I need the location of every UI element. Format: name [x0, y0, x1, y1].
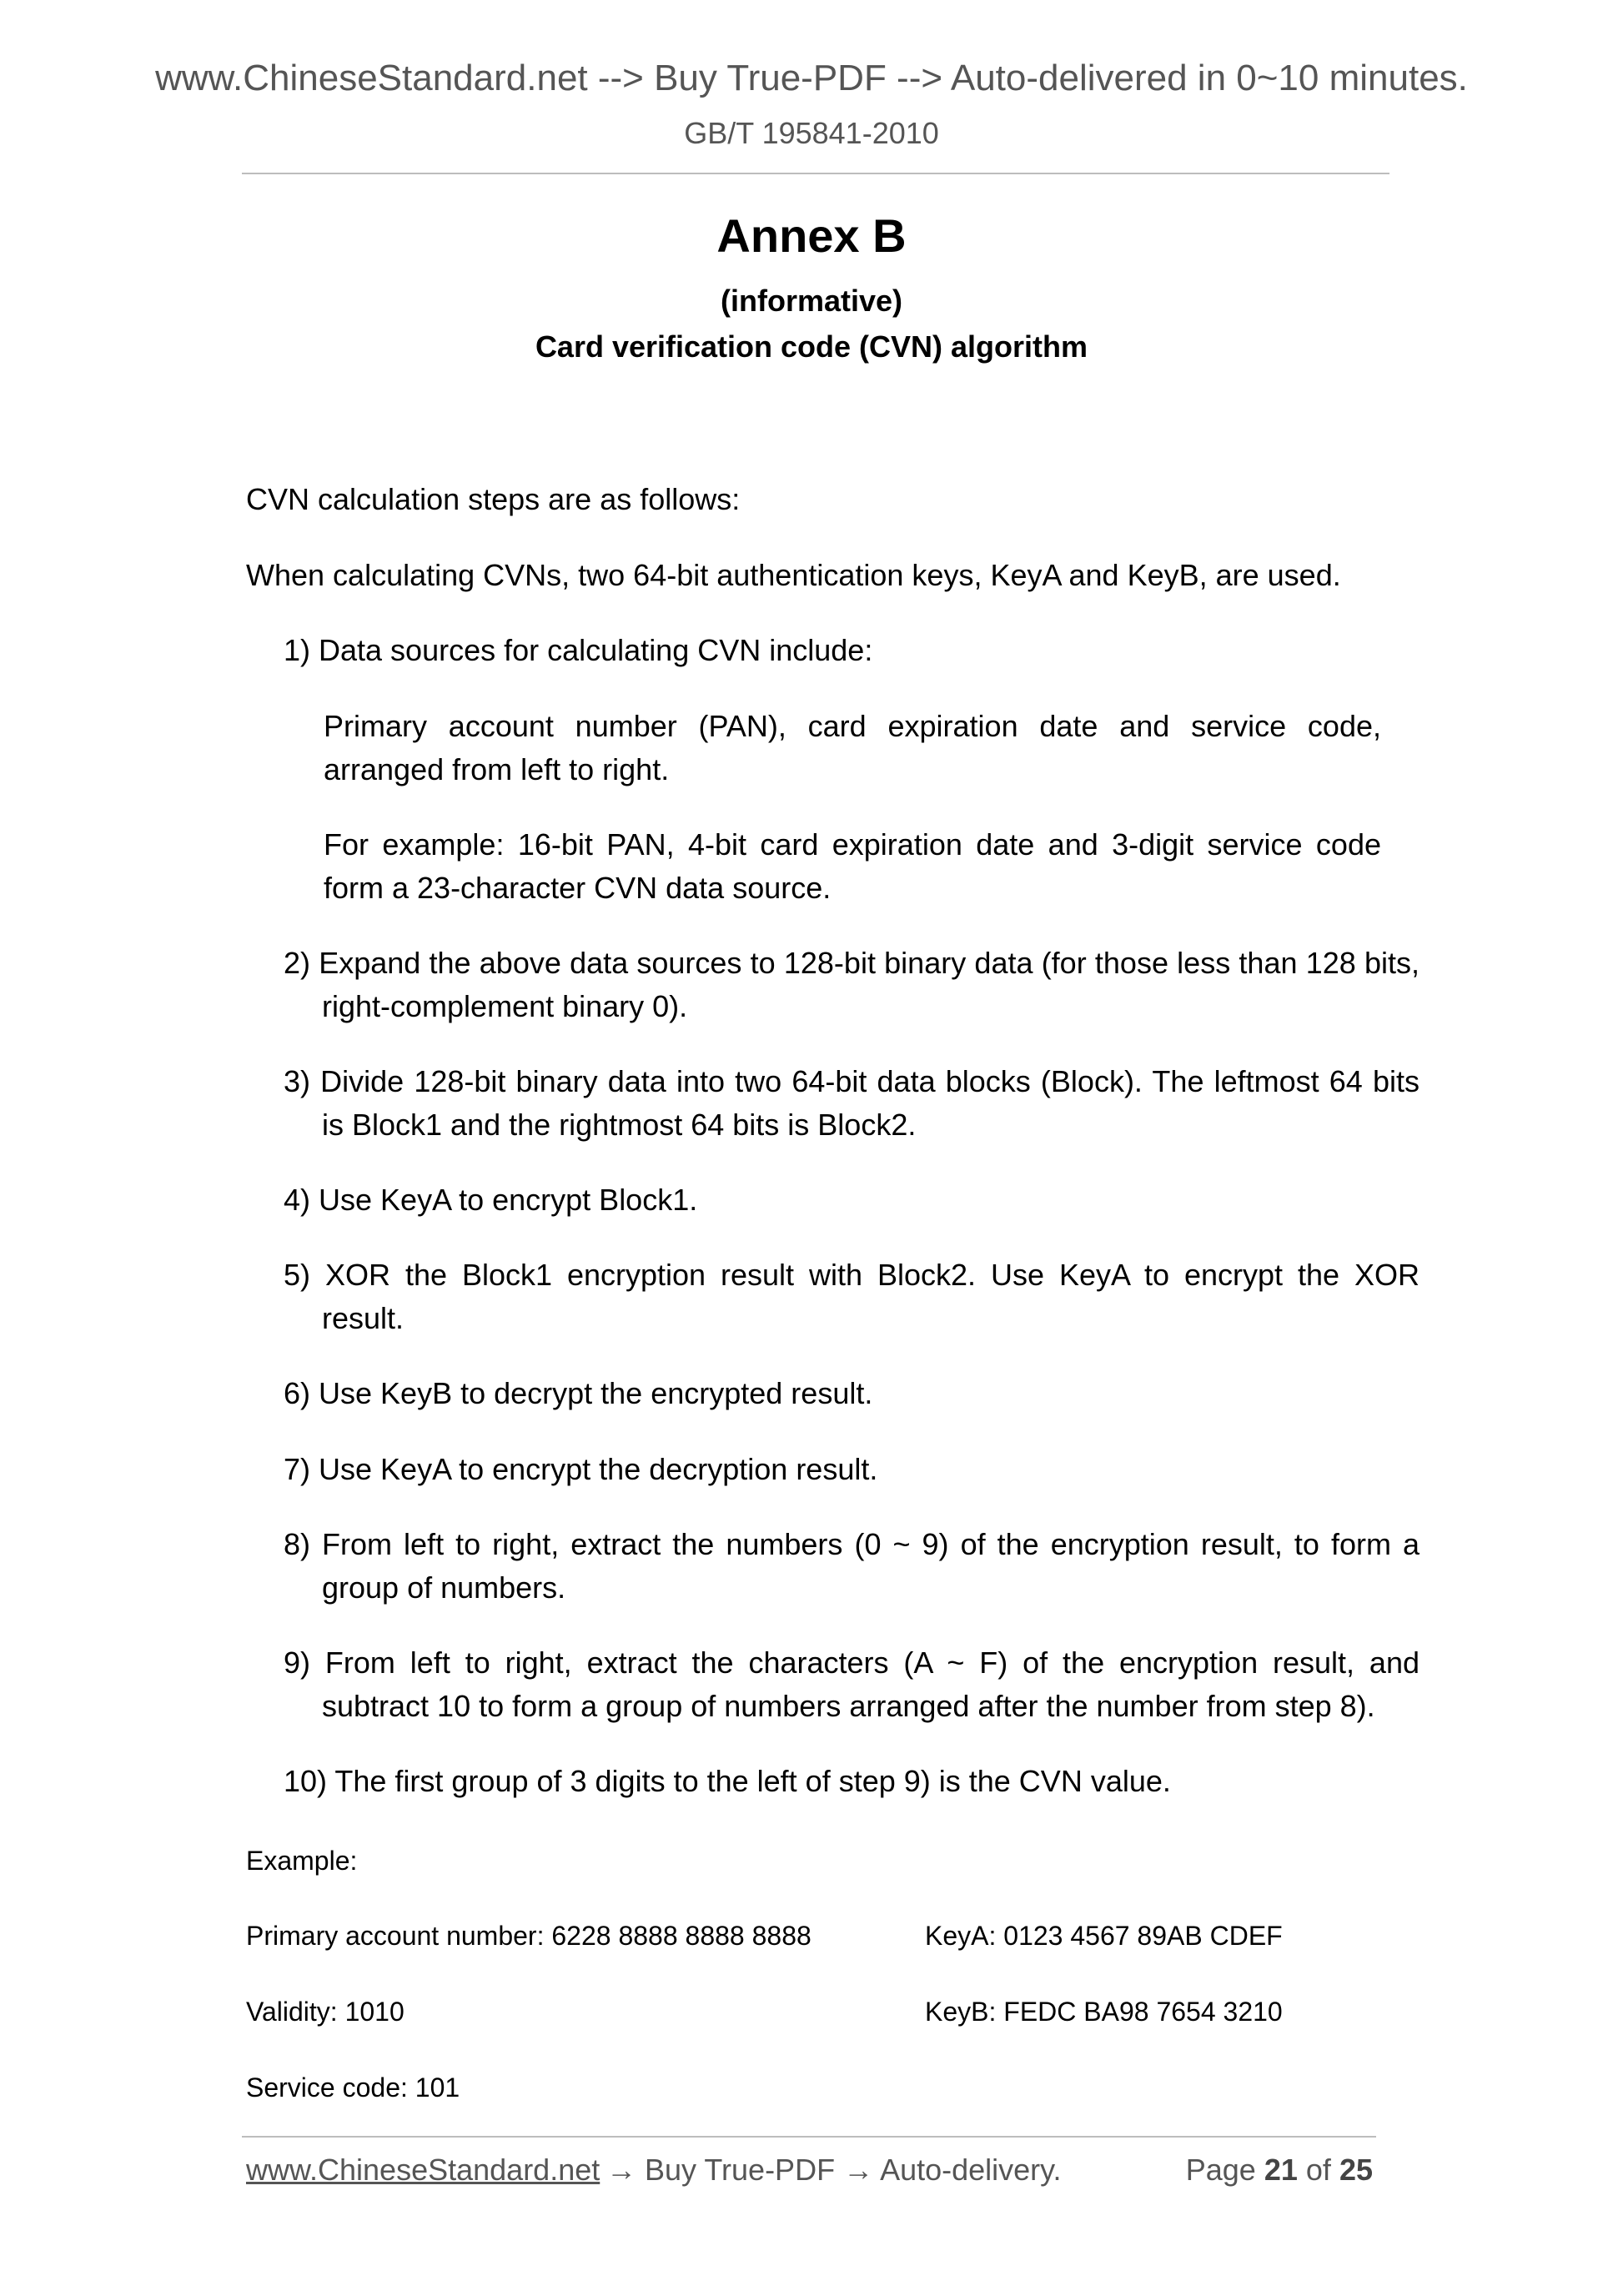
step-10: 10) The first group of 3 digits to the left of step 9) is the CVN value.	[284, 1764, 1171, 1798]
step-5: 5) XOR the Block1 encryption result with Block2. Use KeyA to encrypt the XOR result.	[284, 1258, 1419, 1335]
example-validity: Validity: 1010	[246, 1997, 404, 2027]
step-8: 8) From left to right, extract the numbers (0 ~ 9) of the encryption result, to form a group of numbers.	[284, 1527, 1419, 1605]
page-prefix: Page	[1185, 2153, 1256, 2187]
intro-paragraph: CVN calculation steps are as follows:	[246, 482, 741, 516]
step-6: 6) Use KeyB to decrypt the encrypted result.	[284, 1376, 873, 1410]
example-key-b: KeyB: FEDC BA98 7654 3210	[925, 1997, 1283, 2027]
page-total: 25	[1339, 2153, 1373, 2187]
footer-site-link[interactable]: www.ChineseStandard.net	[246, 2153, 600, 2187]
standard-number: GB/T 195841-2010	[684, 116, 939, 150]
annex-title: Annex B	[716, 209, 907, 262]
annex-type: (informative)	[720, 284, 903, 318]
step-1-detail-example: For example: 16-bit PAN, 4-bit card expiration date and 3-digit service code form a 23-character CVN data source.	[324, 827, 1381, 905]
page-current: 21	[1264, 2153, 1298, 2187]
step-2: 2) Expand the above data sources to 128-bit binary data (for those less than 128 bits, right-complement binary 0).	[284, 946, 1419, 1023]
example-service-code: Service code: 101	[246, 2072, 460, 2103]
step-9: 9) From left to right, extract the characters (A ~ F) of the encryption result, and subtract 10 to form a group of numbers arranged after the number from step 8).	[284, 1645, 1419, 1723]
keys-paragraph: When calculating CVNs, two 64-bit authentication keys, KeyA and KeyB, are used.	[246, 558, 1341, 592]
page-of: of	[1305, 2153, 1331, 2187]
example-key-a: KeyA: 0123 4567 89AB CDEF	[925, 1921, 1283, 1951]
step-4: 4) Use KeyA to encrypt Block1.	[284, 1183, 698, 1217]
step-1-detail-sources: Primary account number (PAN), card expiration date and service code, arranged from left to right.	[324, 709, 1381, 786]
example-label: Example:	[246, 1846, 358, 1876]
footer-promo-text: → Buy True-PDF → Auto-delivery.	[606, 2153, 1062, 2187]
example-pan: Primary account number: 6228 8888 8888 8888	[246, 1921, 812, 1951]
header-divider	[242, 173, 1389, 174]
annex-subtitle: Card verification code (CVN) algorithm	[535, 329, 1088, 364]
step-3: 3) Divide 128-bit binary data into two 64-bit data blocks (Block). The leftmost 64 bits is Block1 and the rightmost 64 bits is Block2.	[284, 1064, 1419, 1142]
footer-divider	[242, 2136, 1376, 2138]
step-1: 1) Data sources for calculating CVN include:	[284, 633, 873, 667]
header-banner: www.ChineseStandard.net --> Buy True-PDF --> Auto-delivered in 0~10 minutes.	[155, 58, 1468, 98]
page-indicator	[1186, 2155, 1373, 2185]
step-7: 7) Use KeyA to encrypt the decryption result.	[284, 1452, 878, 1486]
